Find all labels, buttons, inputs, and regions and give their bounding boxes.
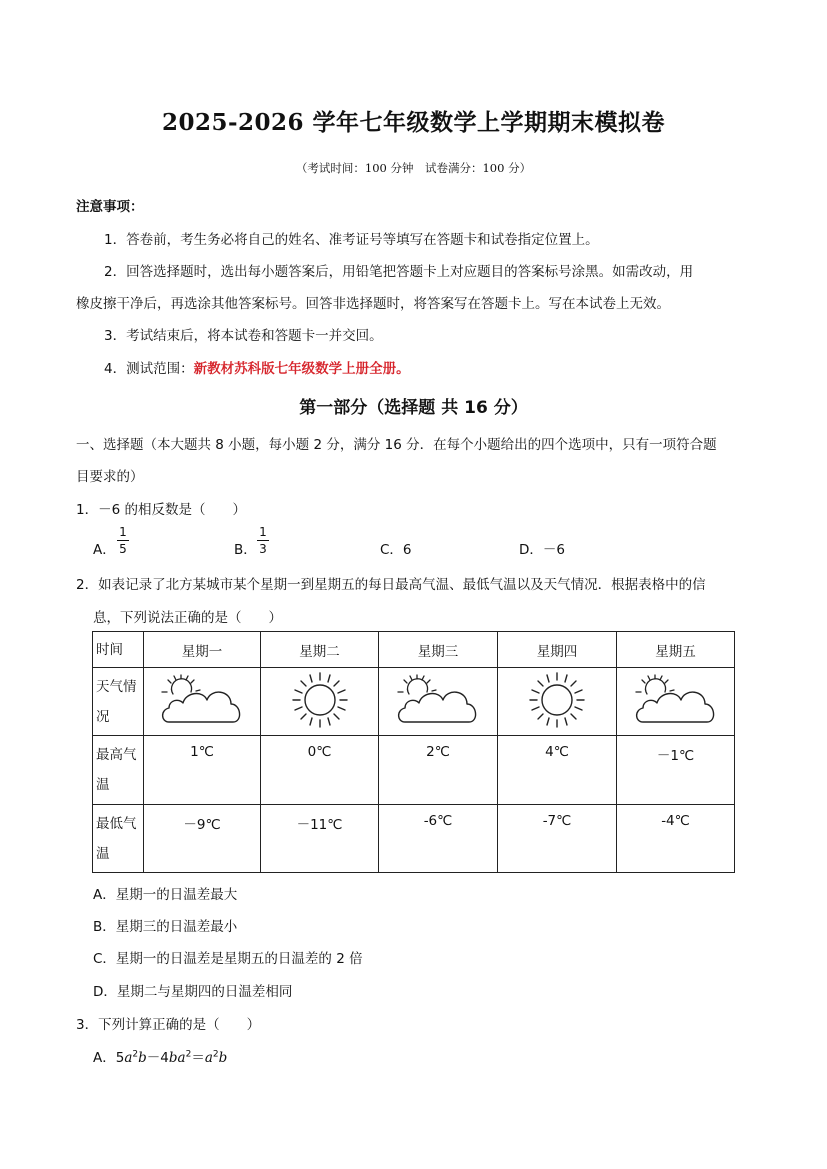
option-label: A． <box>93 1050 116 1066</box>
sun-icon <box>275 672 365 728</box>
test-scope: 新教材苏科版七年级数学上册全册。 <box>193 361 410 377</box>
q1-option-c: C．6 <box>380 542 412 558</box>
math-variable: a <box>124 1050 133 1066</box>
row-label-line: 最低气 <box>96 815 137 832</box>
high-temp-cell: 0℃ <box>261 736 379 805</box>
partly-cloudy-icon <box>393 672 483 728</box>
table-header-day: 星期二 <box>261 632 379 668</box>
row-label-line: 温 <box>96 777 110 793</box>
math-exponent: 2 <box>185 1049 192 1060</box>
math-operator: －4 <box>146 1050 169 1066</box>
q2-option-a: A．星期一的日温差最大 <box>93 887 238 903</box>
weather-table <box>92 631 735 873</box>
low-temp-cell: －11℃ <box>261 805 379 873</box>
low-temp-cell: -6℃ <box>379 805 498 873</box>
note-item-2-line-1: 2．回答选择题时，选出每小题答案后，用铅笔把答题卡上对应题目的答案标号涂黑。如需改动，用 <box>104 264 694 280</box>
high-temp-cell: 4℃ <box>498 736 617 805</box>
low-temp-cell: －9℃ <box>144 805 261 873</box>
page-title: 2025-2026 学年七年级数学上学期期末模拟卷 <box>161 109 666 136</box>
partly-cloudy-icon <box>631 672 721 728</box>
weather-cell <box>144 668 261 736</box>
question-2-stem-line-1: 2．如表记录了北方某城市某个星期一到星期五的每日最高气温、最低气温以及天气情况．根据表格中的信 <box>76 577 706 593</box>
row-label-line: 最高气 <box>96 747 137 763</box>
weather-cell <box>617 668 735 736</box>
fraction-numerator: 1 <box>119 525 127 539</box>
high-temp-cell: －1℃ <box>617 736 735 805</box>
q3-option-a <box>93 1046 227 1066</box>
q2-option-d: D．星期二与星期四的日温差相同 <box>93 984 293 1000</box>
q1-option-d: D．－6 <box>519 542 565 558</box>
table-header-day: 星期一 <box>144 632 261 668</box>
section-intro-line-1: 一、选择题（本大题共 8 小题，每小题 2 分，满分 16 分．在每个小题给出的四个选项中，只有一项符合题 <box>76 437 717 453</box>
section-intro-line-2: 目要求的） <box>76 469 144 485</box>
q1-option-b-label: B． <box>234 542 257 558</box>
question-1-stem: 1．－6 的相反数是（ ） <box>76 502 246 518</box>
weather-cell <box>498 668 617 736</box>
question-2-stem-line-2: 息，下列说法正确的是（ ） <box>93 610 282 626</box>
fraction-denominator: 3 <box>259 542 267 556</box>
fraction-bar <box>117 540 129 541</box>
note-item-4-prefix: 4．测试范围： <box>104 361 194 377</box>
high-temp-cell: 2℃ <box>379 736 498 805</box>
row-label-weather <box>93 668 144 736</box>
low-temp-cell: -7℃ <box>498 805 617 873</box>
math-exponent: 2 <box>212 1049 219 1060</box>
table-row-high <box>93 736 735 805</box>
math-variable: b <box>168 1050 178 1066</box>
math-variable: a <box>204 1050 213 1066</box>
fraction-bar <box>257 540 269 541</box>
fraction-denominator: 5 <box>119 542 127 556</box>
note-item-3: 3．考试结束后，将本试卷和答题卡一并交回。 <box>104 328 383 344</box>
table-row-low <box>93 805 735 873</box>
row-label-line: 况 <box>96 708 110 725</box>
sun-icon <box>512 672 602 728</box>
section-title: 第一部分（选择题 共 16 分） <box>299 398 528 418</box>
note-item-2-line-2: 橡皮擦干净后，再选涂其他答案标号。回答非选择题时，将答案写在答题卡上。写在本试卷上无效。 <box>76 296 670 312</box>
row-label-low <box>93 805 144 873</box>
row-label-line: 天气情 <box>96 678 137 695</box>
math-exponent: 2 <box>132 1049 139 1060</box>
q1-option-a-label: A． <box>93 542 116 558</box>
row-label-high <box>93 736 144 805</box>
note-item-1: 1．答卷前，考生务必将自己的姓名、准考证号等填写在答题卡和试卷指定位置上。 <box>104 232 599 248</box>
table-header-day: 星期四 <box>498 632 617 668</box>
fraction-numerator: 1 <box>259 525 267 539</box>
math-variable: b <box>138 1050 147 1066</box>
math-variable: a <box>177 1050 186 1066</box>
q2-option-b: B．星期三的日温差最小 <box>93 919 238 935</box>
table-header-day: 星期三 <box>379 632 498 668</box>
notes-heading: 注意事项： <box>76 199 144 215</box>
weather-cell <box>379 668 498 736</box>
q1-option-a-fraction <box>117 525 129 556</box>
note-item-4 <box>104 357 410 377</box>
q1-option-b-fraction <box>257 525 269 556</box>
table-row-weather <box>93 668 735 736</box>
partly-cloudy-icon <box>157 672 247 728</box>
question-3-stem: 3．下列计算正确的是（ ） <box>76 1017 261 1033</box>
math-variable: b <box>218 1050 228 1066</box>
weather-cell <box>261 668 379 736</box>
low-temp-cell: -4℃ <box>617 805 735 873</box>
math-coefficient: 5 <box>115 1050 125 1066</box>
high-temp-cell: 1℃ <box>144 736 261 805</box>
exam-info: （考试时间：100 分钟 试卷满分：100 分） <box>295 161 532 175</box>
row-label-line: 温 <box>96 845 110 862</box>
table-header-row <box>93 632 735 668</box>
q2-option-c: C．星期一的日温差是星期五的日温差的 2 倍 <box>93 951 363 967</box>
table-header-label: 时间 <box>93 632 144 668</box>
math-equals: ＝ <box>191 1050 205 1066</box>
table-header-day: 星期五 <box>617 632 735 668</box>
